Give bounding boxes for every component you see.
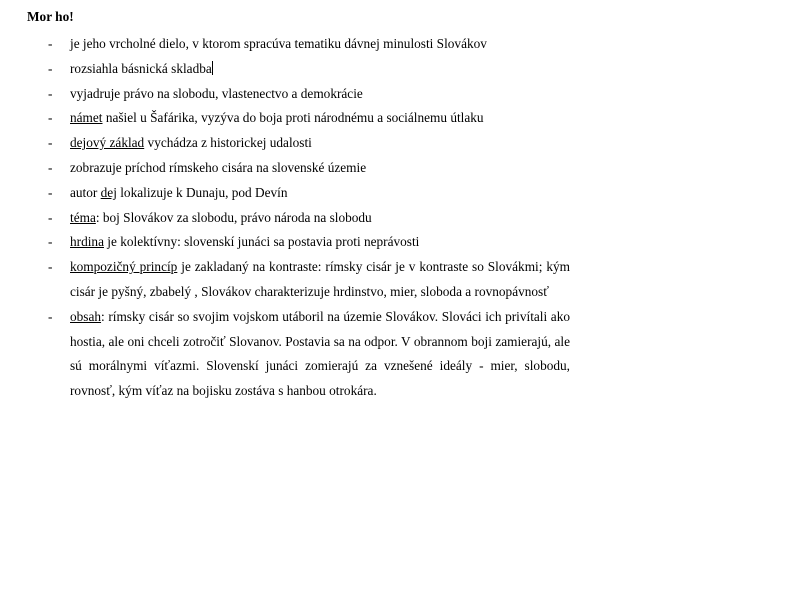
list-item-text: je jeho vrcholné dielo, v ktorom spracúva tematiku dávnej minulosti Slovákov — [70, 36, 487, 51]
list-item-text-content: je zakladaný na kontraste: rímsky cisár je v kontraste so Slovákmi; kým cisár je pyšný, zbabelý , Slovákov charakterizuje hrdinstvo, mier, sloboda a rovnopávnosť — [70, 259, 570, 299]
list-dash: - — [48, 209, 53, 225]
list-item-text — [70, 106, 570, 131]
list-item-text: vyjadruje právo na slobodu, vlastenectvo a demokrácie — [70, 85, 363, 101]
underlined-term: kompozičný princíp — [70, 259, 178, 275]
list-item-text: zobrazuje príchod rímskeho cisára na slovenské územie — [70, 159, 367, 175]
list-dash: - — [48, 308, 53, 324]
list-item — [0, 305, 570, 404]
list-item-text-content: našiel u Šafárika, vyzýva do boja proti národnému a sociálnemu útlaku — [102, 110, 484, 126]
list-item-text — [70, 206, 570, 231]
list-item-text — [70, 305, 570, 404]
list-item — [0, 230, 570, 255]
document-title: Mor ho! — [27, 9, 74, 24]
list-item — [0, 181, 570, 206]
underlined-term: hrdina — [70, 234, 104, 250]
list-item — [0, 32, 570, 57]
list-dash: - — [48, 184, 53, 200]
list-item — [0, 82, 570, 107]
list-item — [0, 156, 570, 181]
underlined-term: dejový základ — [70, 135, 145, 151]
list-item — [0, 57, 570, 82]
list-item-text-content: lokalizuje k Dunaju, pod Devín — [116, 184, 288, 200]
list-dash: - — [48, 85, 53, 101]
list-dash: - — [48, 234, 53, 250]
list-item-text — [70, 230, 570, 255]
list-item-text-content: vychádza z historickej udalosti — [144, 135, 312, 151]
list-dash: - — [48, 110, 53, 126]
list-item-text-prefix: autor — [70, 184, 101, 200]
list-dash: - — [48, 159, 53, 175]
underlined-term: obsah — [70, 308, 102, 324]
list-dash: - — [48, 259, 53, 275]
list-item — [0, 131, 570, 156]
list-item — [0, 206, 570, 231]
text-cursor — [212, 61, 213, 75]
list-item-text-content: : rímsky cisár so svojim vojskom utáboril na územie Slovákov. Slováci ich privítali ako hostia, ale oni chceli zotročiť Slovanov. Postavia sa na odpor. V obrannom boji zamierajú, ale sú morálnymi víťazmi. Slovenskí junáci zomierajú za vznešené ideály - mier, slobodu, rovnosť, kým víťaz na bojisku zostáva s hanbou otrokára. — [70, 308, 570, 399]
list-item-text — [70, 57, 570, 82]
list-dash: - — [48, 36, 53, 51]
underlined-term: námet — [70, 110, 103, 126]
list-dash: - — [48, 135, 53, 151]
list-dash: - — [48, 60, 53, 76]
list-item-text-content: rozsiahla básnická skladba — [70, 60, 212, 76]
bullet-list — [0, 32, 800, 404]
list-item-text — [70, 131, 570, 156]
list-item-text-content: je kolektívny: slovenskí junáci sa postavia proti neprávosti — [103, 234, 420, 250]
list-item — [0, 255, 570, 305]
list-item-text — [70, 255, 570, 305]
list-item-text-content: : boj Slovákov za slobodu, právo národa na slobodu — [95, 209, 372, 225]
list-item-text — [70, 181, 570, 206]
underlined-term: téma — [70, 209, 96, 225]
underlined-term: dej — [100, 184, 117, 200]
list-item — [0, 106, 570, 131]
